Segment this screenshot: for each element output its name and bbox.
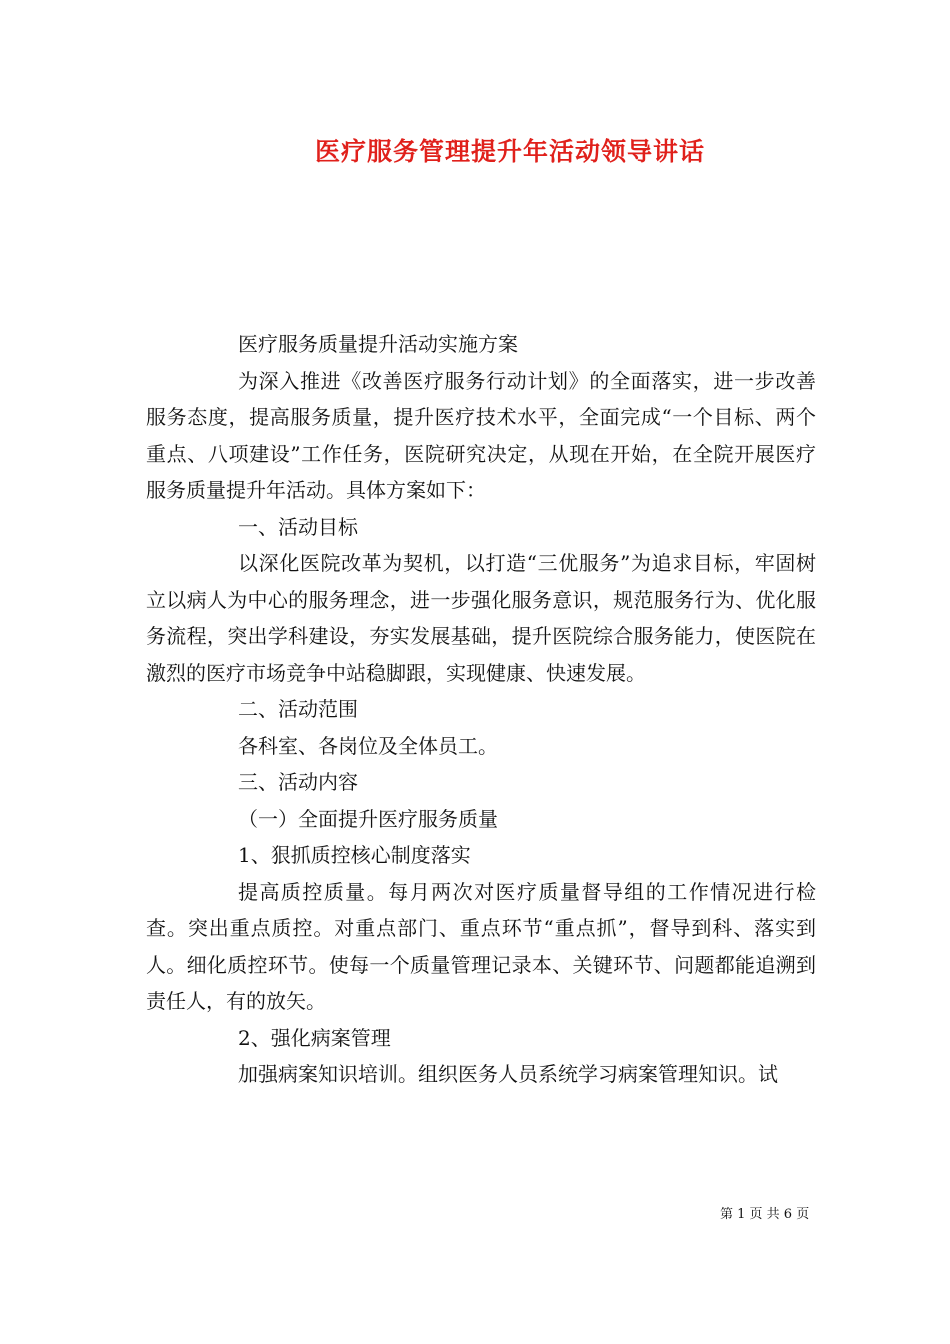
section-heading-goal: 一、活动目标 xyxy=(238,514,358,539)
item-heading-qc: 1、狠抓质控核心制度落实 xyxy=(238,843,471,867)
records-paragraph: 加强病案知识培训。组织医务人员系统学习病案管理知识。试 xyxy=(238,1062,778,1086)
item-heading-records: 2、强化病案管理 xyxy=(238,1025,391,1050)
plan-heading: 医疗服务质量提升活动实施方案 xyxy=(238,332,518,356)
qc-paragraph: 提高质控质量。每月两次对医疗质量督导组的工作情况进行检查。突出重点质控。对重点部门、重点环节“重点抓”，督导到科、落实到人。细化质控环节。使每一个质量管理记录本、关键环节、问题都能追溯到责任人，有的放矢。 xyxy=(146,879,816,1013)
subsection-heading-quality: （一）全面提升医疗服务质量 xyxy=(238,806,498,831)
goal-paragraph: 以深化医院改革为契机，以打造“三优服务”为追求目标，牢固树立以病人为中心的服务理念，进一步强化服务意识，规范服务行为、优化服务流程，突出学科建设，夯实发展基础，提升医院综合服务能力，使医院在激烈的医疗市场竞争中站稳脚跟，实现健康、快速发展。 xyxy=(146,551,816,685)
page-number: 第 1 页 共 6 页 xyxy=(720,1207,810,1222)
document-title: 医疗服务管理提升年活动领导讲话 xyxy=(314,137,705,166)
intro-paragraph: 为深入推进《改善医疗服务行动计划》的全面落实，进一步改善服务态度，提高服务质量，提升医疗技术水平，全面完成“一个目标、两个重点、八项建设”工作任务，医院研究决定，从现在开始，在全院开展医疗服务质量提升年活动。具体方案如下： xyxy=(146,368,816,502)
section-heading-scope: 二、活动范围 xyxy=(238,697,358,721)
scope-paragraph: 各科室、各岗位及全体员工。 xyxy=(238,733,498,758)
section-heading-content: 三、活动内容 xyxy=(238,770,358,794)
document-body xyxy=(146,326,816,1093)
